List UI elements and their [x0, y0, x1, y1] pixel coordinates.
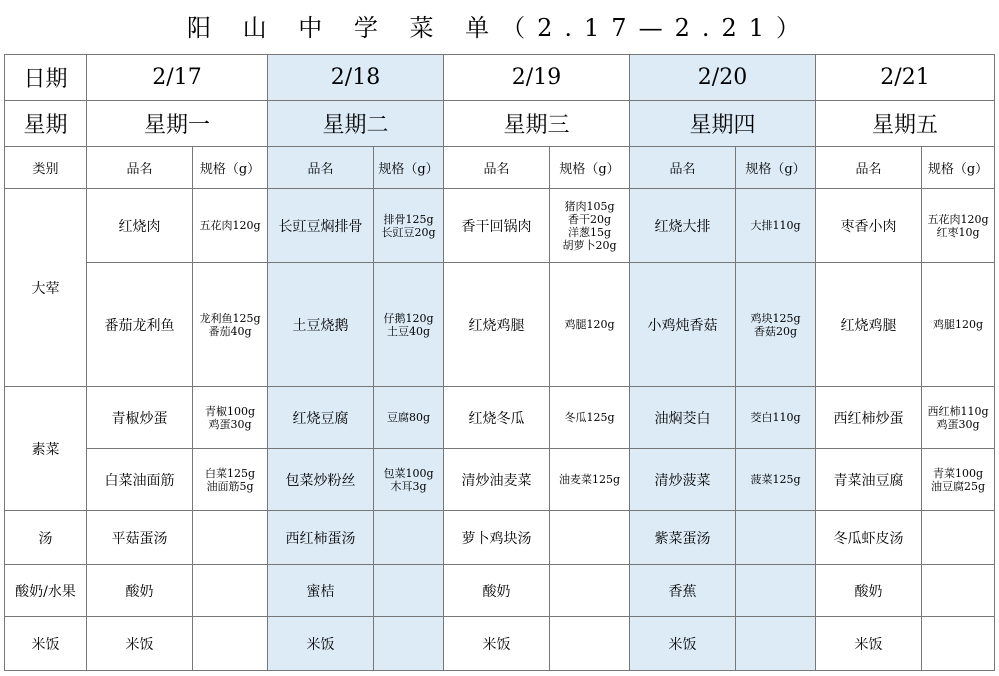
weekday-cell: 星期五 [816, 101, 995, 147]
weekday-cell: 星期一 [87, 101, 268, 147]
spec-cell [550, 617, 630, 671]
category-cell: 汤 [5, 511, 87, 565]
spec-cell [550, 387, 630, 449]
dish-cell: 西红柿炒蛋 [816, 387, 922, 449]
spec-cell [736, 617, 816, 671]
spec-cell [193, 263, 268, 387]
dish-cell: 米饭 [630, 617, 736, 671]
spec-line: 油麦菜125g [558, 473, 621, 486]
spec-cell [193, 617, 268, 671]
dish-cell: 小鸡炖香菇 [630, 263, 736, 387]
spec-line: 木耳3g [390, 479, 427, 493]
spec-line: 油豆腐25g [930, 479, 986, 493]
dish-cell: 西红柿蛋汤 [268, 511, 374, 565]
dish-cell: 油焖茭白 [630, 387, 736, 449]
date-cell: 2/21 [816, 55, 995, 101]
dish-header: 品名 [444, 147, 550, 189]
dish-header: 品名 [630, 147, 736, 189]
spec-line: 香菇20g [753, 324, 798, 338]
spec-line: 西红柿110g [927, 404, 989, 418]
spec-cell [736, 565, 816, 617]
dish-cell: 红烧冬瓜 [444, 387, 550, 449]
spec-line: 鸡腿120g [932, 318, 984, 331]
dish-cell: 酸奶 [444, 565, 550, 617]
spec-line: 龙利鱼125g [199, 311, 261, 325]
dish-cell: 红烧豆腐 [268, 387, 374, 449]
spec-line: 香干20g [567, 212, 612, 226]
spec-line: 冬瓜125g [564, 411, 615, 424]
spec-line: 青椒100g [204, 404, 256, 418]
dish-cell: 土豆烧鹅 [268, 263, 374, 387]
weekday-label: 星期 [5, 101, 87, 147]
category-cell: 米饭 [5, 617, 87, 671]
dish-cell: 包菜炒粉丝 [268, 449, 374, 511]
table-row [5, 55, 995, 101]
table-row [5, 101, 995, 147]
dish-cell: 酸奶 [87, 565, 193, 617]
dish-header: 品名 [87, 147, 193, 189]
weekday-cell: 星期二 [268, 101, 444, 147]
spec-line: 鸡蛋30g [936, 417, 980, 431]
spec-line: 鸡腿120g [564, 318, 615, 331]
table-row [5, 263, 995, 387]
table-row [5, 387, 995, 449]
spec-line: 鸡蛋30g [208, 417, 252, 431]
spec-line: 排骨125g [383, 212, 434, 226]
spec-line: 红枣10g [936, 225, 980, 239]
dish-cell: 枣香小肉 [816, 189, 922, 263]
table-row [5, 565, 995, 617]
spec-cell [550, 511, 630, 565]
category-cell: 大荤 [5, 189, 87, 387]
spec-line: 鸡块125g [750, 311, 801, 325]
date-cell: 2/17 [87, 55, 268, 101]
spec-line: 仔鹅120g [383, 311, 434, 325]
dish-cell: 冬瓜虾皮汤 [816, 511, 922, 565]
dish-cell: 酸奶 [816, 565, 922, 617]
spec-line: 番茄40g [208, 324, 252, 338]
spec-cell [922, 263, 995, 387]
spec-header: 规格（g） [736, 147, 816, 189]
spec-cell [550, 449, 630, 511]
dish-cell: 米饭 [444, 617, 550, 671]
spec-line: 白菜125g [204, 466, 256, 480]
spec-cell [193, 387, 268, 449]
dish-cell: 清炒油麦菜 [444, 449, 550, 511]
dish-cell: 红烧肉 [87, 189, 193, 263]
spec-line: 大排110g [750, 219, 801, 232]
spec-cell [922, 189, 995, 263]
spec-line: 青菜100g [932, 466, 984, 480]
spec-cell [550, 565, 630, 617]
spec-cell [922, 387, 995, 449]
weekday-cell: 星期四 [630, 101, 816, 147]
spec-header: 规格（g） [374, 147, 444, 189]
dish-header: 品名 [816, 147, 922, 189]
spec-cell [193, 565, 268, 617]
spec-cell [550, 189, 630, 263]
weekday-cell: 星期三 [444, 101, 630, 147]
dish-cell: 平菇蛋汤 [87, 511, 193, 565]
date-label: 日期 [5, 55, 87, 101]
spec-cell [736, 263, 816, 387]
dish-cell: 香蕉 [630, 565, 736, 617]
dish-cell: 青椒炒蛋 [87, 387, 193, 449]
dish-cell: 米饭 [268, 617, 374, 671]
dish-cell: 红烧鸡腿 [816, 263, 922, 387]
spec-line: 油面筋5g [206, 479, 254, 493]
spec-line: 包菜100g [383, 466, 434, 480]
dish-cell: 青菜油豆腐 [816, 449, 922, 511]
spec-cell [922, 511, 995, 565]
spec-cell [550, 263, 630, 387]
spec-cell [922, 449, 995, 511]
spec-cell [736, 511, 816, 565]
spec-cell [922, 565, 995, 617]
spec-cell [374, 617, 444, 671]
dish-cell: 红烧大排 [630, 189, 736, 263]
dish-cell: 长豇豆焖排骨 [268, 189, 374, 263]
dish-cell: 番茄龙利鱼 [87, 263, 193, 387]
menu-table [4, 54, 995, 671]
dish-cell: 萝卜鸡块汤 [444, 511, 550, 565]
dish-header: 品名 [268, 147, 374, 189]
spec-cell [193, 449, 268, 511]
spec-line: 长豇豆20g [381, 225, 436, 239]
spec-cell [193, 189, 268, 263]
spec-line: 豆腐80g [386, 411, 431, 424]
spec-line: 土豆40g [386, 324, 431, 338]
spec-cell [374, 387, 444, 449]
spec-cell [736, 189, 816, 263]
table-row [5, 189, 995, 263]
date-cell: 2/18 [268, 55, 444, 101]
page-title: 阳 山 中 学 菜 单（2.17—2.21） [186, 14, 813, 42]
category-cell: 素菜 [5, 387, 87, 511]
spec-header: 规格（g） [550, 147, 630, 189]
date-cell: 2/19 [444, 55, 630, 101]
category-cell: 酸奶/水果 [5, 565, 87, 617]
spec-cell [736, 387, 816, 449]
spec-line: 洋葱15g [567, 225, 612, 239]
spec-cell [374, 511, 444, 565]
table-row [5, 617, 995, 671]
dish-cell: 紫菜蛋汤 [630, 511, 736, 565]
spec-cell [736, 449, 816, 511]
spec-cell [374, 189, 444, 263]
table-row [5, 147, 995, 189]
dish-cell: 米饭 [816, 617, 922, 671]
spec-cell [374, 565, 444, 617]
table-row [5, 449, 995, 511]
dish-cell: 白菜油面筋 [87, 449, 193, 511]
spec-cell [374, 263, 444, 387]
category-label: 类别 [5, 147, 87, 189]
spec-cell [922, 617, 995, 671]
dish-cell: 红烧鸡腿 [444, 263, 550, 387]
spec-header: 规格（g） [193, 147, 268, 189]
spec-header: 规格（g） [922, 147, 995, 189]
dish-cell: 蜜桔 [268, 565, 374, 617]
spec-line: 猪肉105g [564, 199, 615, 213]
dish-cell: 清炒菠菜 [630, 449, 736, 511]
spec-line: 五花肉120g [199, 219, 261, 232]
date-cell: 2/20 [630, 55, 816, 101]
spec-line: 五花肉120g [927, 212, 989, 226]
dish-cell: 香干回锅肉 [444, 189, 550, 263]
table-row [5, 511, 995, 565]
dish-cell: 米饭 [87, 617, 193, 671]
spec-cell [193, 511, 268, 565]
spec-line: 菠菜125g [750, 473, 801, 486]
spec-cell [374, 449, 444, 511]
spec-line: 胡萝卜20g [562, 238, 617, 252]
spec-line: 茭白110g [750, 411, 801, 424]
